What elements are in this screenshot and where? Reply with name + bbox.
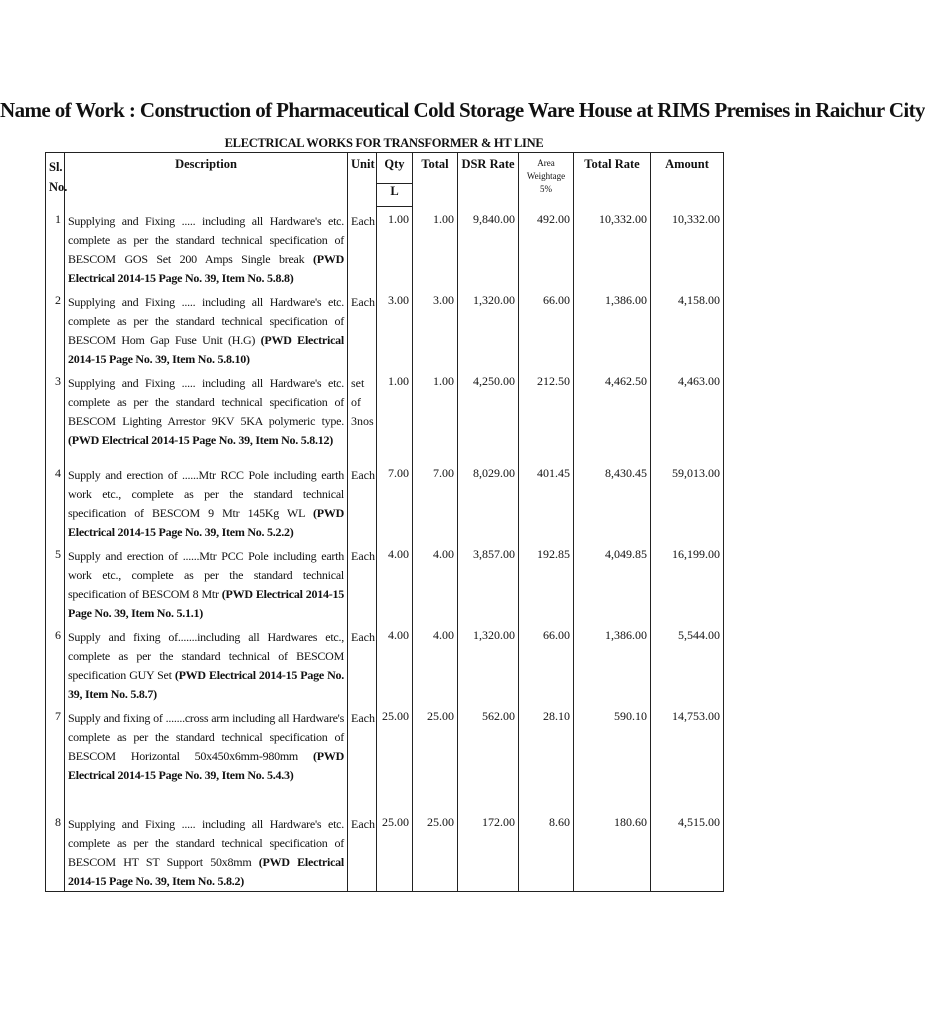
cell-sl: 7: [46, 704, 65, 810]
cell-sl: 8: [46, 810, 65, 892]
col-header-dsr-rate: DSR Rate: [458, 153, 519, 207]
cell-unit: set of 3nos: [348, 369, 377, 461]
cell-amount: 10,332.00: [651, 207, 724, 288]
cell-total: 1.00: [413, 369, 458, 461]
cell-dsr-rate: 1,320.00: [458, 623, 519, 704]
cell-description: [65, 704, 348, 810]
cell-unit: Each: [348, 288, 377, 369]
cell-qty: 25.00: [377, 704, 413, 810]
page-title: Name of Work : Construction of Pharmaceutical Cold Storage Ware House at RIMS Premises in Raichur City: [0, 98, 925, 122]
cell-area-weightage: 192.85: [519, 542, 574, 623]
cell-amount: 59,013.00: [651, 461, 724, 542]
cell-qty: 4.00: [377, 623, 413, 704]
cell-total-rate: 180.60: [574, 810, 651, 892]
cell-sl: 3: [46, 369, 65, 461]
description-text: Supplying and Fixing ..... including all Hardware's etc. complete as per the standard technical specification of BESCOM GOS Set 200 Amps Single break: [68, 213, 344, 266]
col-header-sl: [46, 153, 68, 207]
cell-sl: 2: [46, 288, 65, 369]
cell-sl: 4: [46, 461, 65, 542]
cell-amount: 5,544.00: [651, 623, 724, 704]
cell-dsr-rate: 8,029.00: [458, 461, 519, 542]
cell-amount: 16,199.00: [651, 542, 724, 623]
table-row: [46, 704, 724, 810]
col-header-description: Description: [65, 153, 348, 207]
cell-unit: Each: [348, 810, 377, 892]
cell-sl: 5: [46, 542, 65, 623]
cell-sl: 6: [46, 623, 65, 704]
description-reference: (PWD Electrical 2014-15 Page No. 39, Item No. 5.1.1): [68, 586, 344, 620]
description-text: Supplying and Fixing ..... including all Hardware's etc. complete as per the standard technical specification of BESCOM Lighting Arrestor 9KV 5KA polymeric type.: [68, 375, 344, 428]
cell-total-rate: 590.10: [574, 704, 651, 810]
cell-total: 3.00: [413, 288, 458, 369]
col-header-area-label: Area: [537, 158, 555, 168]
cell-area-weightage: 66.00: [519, 623, 574, 704]
cell-description: [65, 542, 348, 623]
cell-amount: 14,753.00: [651, 704, 724, 810]
cell-total-rate: 1,386.00: [574, 288, 651, 369]
section-subtitle: ELECTRICAL WORKS FOR TRANSFORMER & HT LINE: [224, 136, 544, 150]
cell-total-rate: 4,462.50: [574, 369, 651, 461]
description-reference: (PWD Electrical 2014-15 Page No. 39, Item No. 5.8.10): [68, 332, 344, 366]
cell-unit: Each: [348, 704, 377, 810]
cell-total: 4.00: [413, 623, 458, 704]
cell-unit: Each: [348, 207, 377, 288]
cell-amount: 4,515.00: [651, 810, 724, 892]
cell-qty: 25.00: [377, 810, 413, 892]
cell-description: [65, 461, 348, 542]
cell-dsr-rate: 562.00: [458, 704, 519, 810]
cell-area-weightage: 401.45: [519, 461, 574, 542]
description-text: Supplying and Fixing ..... including all Hardware's etc. complete as per the standard technical specification of BESCOM Hom Gap Fuse Unit (H.G): [68, 294, 344, 347]
description-text: Supplying and Fixing ..... including all Hardware's etc. complete as per the standard technical specification of BESCOM HT ST Support 50x8mm: [68, 816, 344, 869]
cell-total-rate: 1,386.00: [574, 623, 651, 704]
cell-description: [65, 207, 348, 288]
cell-total-rate: 4,049.85: [574, 542, 651, 623]
description-reference: (PWD Electrical 2014-15 Page No. 39, Item No. 5.4.3): [68, 748, 344, 782]
table-row: [46, 623, 724, 704]
cell-amount: 4,463.00: [651, 369, 724, 461]
cell-qty: 1.00: [377, 207, 413, 288]
cell-area-weightage: 66.00: [519, 288, 574, 369]
table-row: [46, 542, 724, 623]
cell-description: [65, 288, 348, 369]
cell-description: [65, 623, 348, 704]
description-reference: (PWD Electrical 2014-15 Page No. 39, Item No. 5.8.12): [68, 432, 334, 447]
cell-amount: 4,158.00: [651, 288, 724, 369]
table-row: [46, 207, 724, 288]
table-row: [46, 461, 724, 542]
col-header-area-weightage: [519, 153, 574, 207]
table-row: [46, 810, 724, 892]
cell-qty: 7.00: [377, 461, 413, 542]
col-header-total: Total: [413, 153, 458, 207]
cell-total: 1.00: [413, 207, 458, 288]
cell-dsr-rate: 1,320.00: [458, 288, 519, 369]
description-text: Supply and fixing of.......including all Hardwares etc., complete as per the standard technical of BESCOM specification GUY Set: [68, 629, 344, 682]
cell-unit: Each: [348, 461, 377, 542]
col-header-total-rate: Total Rate: [574, 153, 651, 207]
description-text: Supply and erection of ......Mtr PCC Pole including earth work etc., complete as per the standard technical specification of BESCOM 8 Mtr: [68, 548, 344, 601]
description-text: Supply and fixing of .......cross arm including all Hardware's complete as per the standard technical specification of BESCOM Horizontal 50x450x6mm-980mm: [68, 710, 344, 763]
col-header-qty: Qty: [377, 153, 413, 184]
estimate-table: [45, 152, 724, 892]
cell-total: 7.00: [413, 461, 458, 542]
cell-total-rate: 8,430.45: [574, 461, 651, 542]
cell-area-weightage: 28.10: [519, 704, 574, 810]
cell-area-weightage: 8.60: [519, 810, 574, 892]
col-header-weightage-label: Weightage 5%: [526, 171, 566, 194]
cell-description: [65, 369, 348, 461]
cell-area-weightage: 212.50: [519, 369, 574, 461]
cell-qty: 1.00: [377, 369, 413, 461]
cell-total: 25.00: [413, 704, 458, 810]
description-reference: (PWD Electrical 2014-15 Page No. 39, Item No. 5.8.8): [68, 251, 344, 285]
cell-total-rate: 10,332.00: [574, 207, 651, 288]
table-header: [46, 153, 724, 207]
description-reference: (PWD Electrical 2014-15 Page No. 39, Item No. 5.8.7): [68, 667, 345, 701]
col-header-sl-label: Sl.: [49, 160, 63, 174]
description-reference: (PWD Electrical 2014-15 Page No. 39, Item No. 5.8.2): [68, 854, 344, 888]
table-row: [46, 369, 724, 461]
cell-qty: 4.00: [377, 542, 413, 623]
cell-description: [65, 810, 348, 892]
table-row: [46, 288, 724, 369]
table-body: [46, 207, 724, 892]
cell-qty: 3.00: [377, 288, 413, 369]
cell-unit: Each: [348, 623, 377, 704]
cell-dsr-rate: 9,840.00: [458, 207, 519, 288]
cell-unit: Each: [348, 542, 377, 623]
col-header-unit: Unit: [348, 153, 377, 207]
cell-total: 25.00: [413, 810, 458, 892]
cell-total: 4.00: [413, 542, 458, 623]
col-header-qty-unit: L: [377, 184, 413, 207]
col-header-no-label: No.: [49, 180, 68, 194]
cell-area-weightage: 492.00: [519, 207, 574, 288]
description-reference: (PWD Electrical 2014-15 Page No. 39, Item No. 5.2.2): [68, 505, 345, 539]
cell-dsr-rate: 3,857.00: [458, 542, 519, 623]
cell-dsr-rate: 172.00: [458, 810, 519, 892]
col-header-amount: Amount: [651, 153, 724, 207]
cell-dsr-rate: 4,250.00: [458, 369, 519, 461]
description-text: Supply and erection of ......Mtr RCC Pole including earth work etc., complete as per the standard technical specification of BESCOM 9 Mtr 145Kg WL: [68, 467, 344, 520]
cell-sl: 1: [46, 207, 65, 288]
